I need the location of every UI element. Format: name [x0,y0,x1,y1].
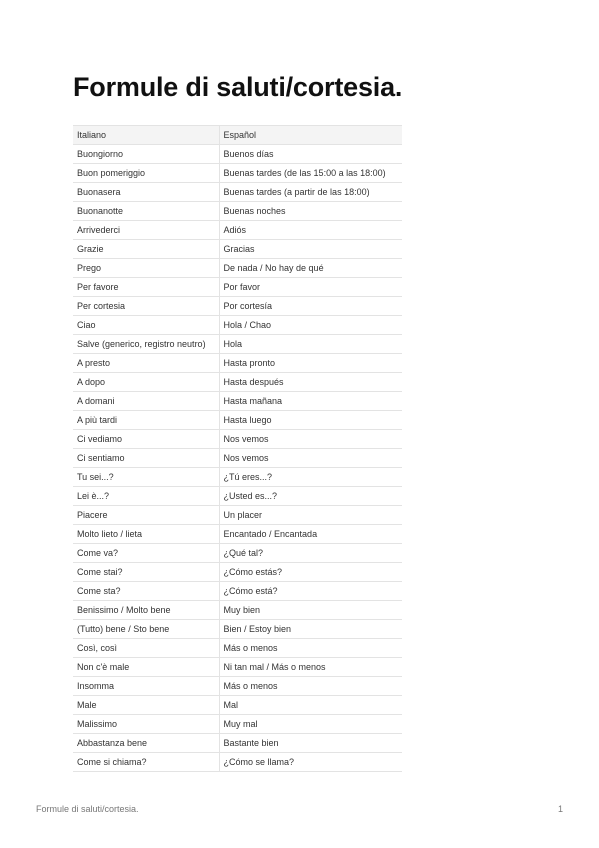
cell-italiano: Piacere [73,506,219,525]
cell-italiano: Prego [73,259,219,278]
cell-italiano: Così, così [73,639,219,658]
table-row [73,297,402,316]
cell-italiano: (Tutto) bene / Sto bene [73,620,219,639]
cell-italiano: Insomma [73,677,219,696]
cell-italiano: Ciao [73,316,219,335]
cell-espanol: Buenas tardes (de las 15:00 a las 18:00) [219,164,402,183]
cell-italiano: Buonasera [73,183,219,202]
cell-italiano: Come stai? [73,563,219,582]
cell-espanol: Un placer [219,506,402,525]
table-row [73,392,402,411]
cell-italiano: Come si chiama? [73,753,219,772]
table-row [73,449,402,468]
table-row [73,506,402,525]
cell-italiano: Lei è...? [73,487,219,506]
table-row [73,658,402,677]
cell-espanol: Por cortesía [219,297,402,316]
cell-espanol: Mal [219,696,402,715]
cell-italiano: Grazie [73,240,219,259]
cell-espanol: Gracias [219,240,402,259]
table-row [73,278,402,297]
cell-italiano: Abbastanza bene [73,734,219,753]
cell-italiano: Tu sei...? [73,468,219,487]
cell-espanol: Muy bien [219,601,402,620]
table-row [73,221,402,240]
cell-italiano: Ci sentiamo [73,449,219,468]
cell-espanol: Más o menos [219,677,402,696]
cell-italiano: Per cortesia [73,297,219,316]
table-row [73,430,402,449]
table-row [73,487,402,506]
table-row [73,259,402,278]
header-row [73,126,402,145]
cell-espanol: Nos vemos [219,430,402,449]
table-row [73,468,402,487]
cell-italiano: Malissimo [73,715,219,734]
cell-italiano: Salve (generico, registro neutro) [73,335,219,354]
cell-espanol: Muy mal [219,715,402,734]
column-header-italiano: Italiano [73,126,219,145]
cell-italiano: Come sta? [73,582,219,601]
cell-espanol: Buenas tardes (a partir de las 18:00) [219,183,402,202]
table-row [73,639,402,658]
cell-italiano: Per favore [73,278,219,297]
table-row [73,316,402,335]
cell-italiano: Ci vediamo [73,430,219,449]
table-header [73,126,402,145]
cell-espanol: Por favor [219,278,402,297]
cell-espanol: Encantado / Encantada [219,525,402,544]
table-row [73,734,402,753]
table-row [73,202,402,221]
table-row [73,411,402,430]
column-header-espanol: Español [219,126,402,145]
cell-espanol: Hola [219,335,402,354]
cell-espanol: Bastante bien [219,734,402,753]
cell-espanol: De nada / No hay de qué [219,259,402,278]
cell-espanol: Adiós [219,221,402,240]
table-row [73,544,402,563]
cell-italiano: Buongiorno [73,145,219,164]
table-row [73,620,402,639]
page-title: Formule di saluti/cortesia. [73,72,403,102]
cell-espanol: Más o menos [219,639,402,658]
table-row [73,354,402,373]
table-row [73,373,402,392]
table-row [73,601,402,620]
cell-espanol: ¿Cómo se llama? [219,753,402,772]
cell-espanol: Buenas noches [219,202,402,221]
cell-espanol: ¿Qué tal? [219,544,402,563]
cell-italiano: Molto lieto / lieta [73,525,219,544]
table-row [73,677,402,696]
cell-italiano: A domani [73,392,219,411]
cell-italiano: Arrivederci [73,221,219,240]
table-row [73,753,402,772]
cell-espanol: ¿Tú eres...? [219,468,402,487]
table-body [73,145,402,772]
cell-italiano: Buon pomeriggio [73,164,219,183]
cell-italiano: Benissimo / Molto bene [73,601,219,620]
cell-espanol: ¿Usted es...? [219,487,402,506]
cell-espanol: Nos vemos [219,449,402,468]
cell-italiano: Come va? [73,544,219,563]
table-row [73,164,402,183]
cell-espanol: ¿Cómo estás? [219,563,402,582]
cell-espanol: Bien / Estoy bien [219,620,402,639]
cell-espanol: Hola / Chao [219,316,402,335]
footer-title: Formule di saluti/cortesia. [36,804,139,814]
table-row [73,525,402,544]
cell-espanol: Hasta pronto [219,354,402,373]
table-row [73,563,402,582]
footer-page-number: 1 [557,804,563,814]
cell-italiano: A più tardi [73,411,219,430]
cell-espanol: Buenos días [219,145,402,164]
cell-italiano: Male [73,696,219,715]
phrase-table-container [73,125,402,772]
cell-italiano: Buonanotte [73,202,219,221]
table-row [73,335,402,354]
table-row [73,145,402,164]
table-row [73,582,402,601]
cell-espanol: Ni tan mal / Más o menos [219,658,402,677]
cell-italiano: A dopo [73,373,219,392]
cell-italiano: A presto [73,354,219,373]
cell-italiano: Non c'è male [73,658,219,677]
cell-espanol: ¿Cómo está? [219,582,402,601]
cell-espanol: Hasta luego [219,411,402,430]
table-row [73,240,402,259]
table-row [73,715,402,734]
table-row [73,183,402,202]
cell-espanol: Hasta mañana [219,392,402,411]
table-row [73,696,402,715]
cell-espanol: Hasta después [219,373,402,392]
phrase-table [73,125,402,772]
